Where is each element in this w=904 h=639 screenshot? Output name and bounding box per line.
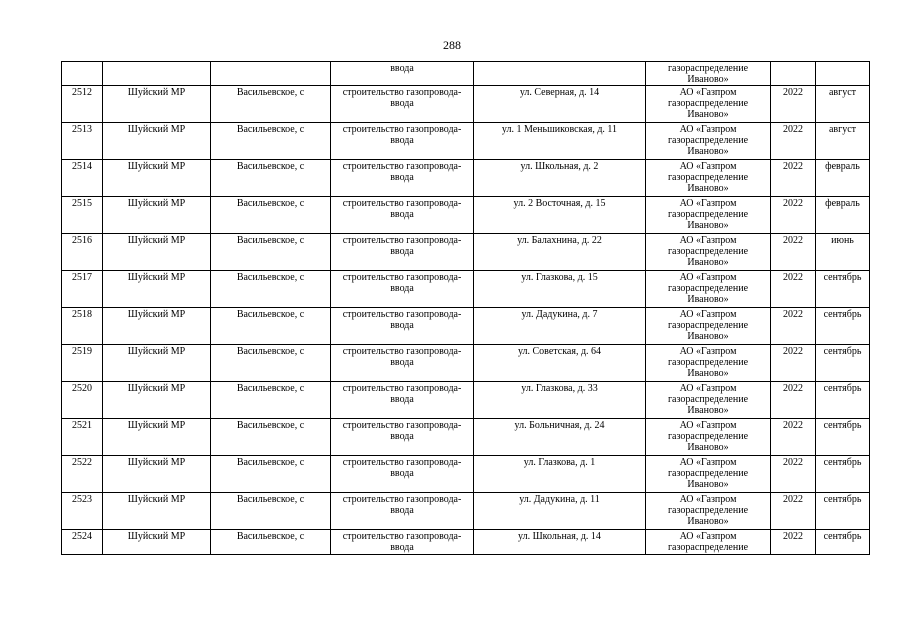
cell-locality: Васильевское, с — [211, 345, 331, 382]
cell-year: 2022 — [771, 271, 816, 308]
cell-num: 2519 — [62, 345, 103, 382]
cell-address: ул. 2 Восточная, д. 15 — [474, 197, 646, 234]
cell-year: 2022 — [771, 530, 816, 555]
cell-org: АО «Газпром газораспределение Иваново» — [646, 160, 771, 197]
cell-month: сентябрь — [816, 308, 870, 345]
cell-num: 2513 — [62, 123, 103, 160]
cell-district — [103, 62, 211, 86]
cell-address: ул. Школьная, д. 14 — [474, 530, 646, 555]
cell-year: 2022 — [771, 123, 816, 160]
cell-num: 2512 — [62, 86, 103, 123]
cell-org: АО «Газпром газораспределение Иваново» — [646, 456, 771, 493]
cell-locality: Васильевское, с — [211, 160, 331, 197]
cell-district: Шуйский МР — [103, 234, 211, 271]
page-number: 288 — [443, 38, 461, 52]
cell-org: АО «Газпром газораспределение Иваново» — [646, 234, 771, 271]
cell-district: Шуйский МР — [103, 123, 211, 160]
cell-year: 2022 — [771, 456, 816, 493]
cell-district: Шуйский МР — [103, 530, 211, 555]
cell-purpose: строительство газопровода-ввода — [331, 123, 474, 160]
cell-purpose: строительство газопровода-ввода — [331, 345, 474, 382]
cell-address: ул. Советская, д. 64 — [474, 345, 646, 382]
cell-locality: Васильевское, с — [211, 530, 331, 555]
table-row — [62, 160, 870, 197]
cell-purpose: строительство газопровода-ввода — [331, 86, 474, 123]
cell-district: Шуйский МР — [103, 493, 211, 530]
cell-year: 2022 — [771, 345, 816, 382]
cell-year: 2022 — [771, 308, 816, 345]
table-row — [62, 345, 870, 382]
cell-month: сентябрь — [816, 456, 870, 493]
table-row — [62, 271, 870, 308]
cell-locality — [211, 62, 331, 86]
cell-month: август — [816, 123, 870, 160]
table-row — [62, 493, 870, 530]
cell-org: газораспределение Иваново» — [646, 62, 771, 86]
cell-org: АО «Газпром газораспределение Иваново» — [646, 308, 771, 345]
cell-district: Шуйский МР — [103, 197, 211, 234]
cell-address: ул. Дадукина, д. 11 — [474, 493, 646, 530]
cell-num: 2517 — [62, 271, 103, 308]
cell-month: сентябрь — [816, 382, 870, 419]
cell-year: 2022 — [771, 382, 816, 419]
cell-purpose: строительство газопровода-ввода — [331, 234, 474, 271]
table-row — [62, 456, 870, 493]
continuation-row — [62, 62, 870, 86]
cell-org: АО «Газпром газораспределение Иваново» — [646, 493, 771, 530]
table-row — [62, 123, 870, 160]
cell-purpose: строительство газопровода-ввода — [331, 308, 474, 345]
register-table — [61, 61, 870, 555]
cell-district: Шуйский МР — [103, 86, 211, 123]
cell-year: 2022 — [771, 197, 816, 234]
table-row — [62, 530, 870, 555]
table-row — [62, 234, 870, 271]
cell-purpose: ввода — [331, 62, 474, 86]
cell-purpose: строительство газопровода-ввода — [331, 419, 474, 456]
cell-locality: Васильевское, с — [211, 419, 331, 456]
cell-address: ул. Больничная, д. 24 — [474, 419, 646, 456]
cell-address: ул. Школьная, д. 2 — [474, 160, 646, 197]
cell-address: ул. Глазкова, д. 15 — [474, 271, 646, 308]
cell-address: ул. Глазкова, д. 33 — [474, 382, 646, 419]
cell-month: сентябрь — [816, 419, 870, 456]
cell-district: Шуйский МР — [103, 308, 211, 345]
cell-address — [474, 62, 646, 86]
cell-month: февраль — [816, 197, 870, 234]
cell-locality: Васильевское, с — [211, 271, 331, 308]
cell-month: сентябрь — [816, 271, 870, 308]
cell-locality: Васильевское, с — [211, 493, 331, 530]
table-row — [62, 197, 870, 234]
cell-year: 2022 — [771, 86, 816, 123]
cell-num: 2520 — [62, 382, 103, 419]
cell-month: сентябрь — [816, 493, 870, 530]
cell-month: июнь — [816, 234, 870, 271]
cell-address: ул. Глазкова, д. 1 — [474, 456, 646, 493]
table-row — [62, 308, 870, 345]
cell-num: 2523 — [62, 493, 103, 530]
cell-purpose: строительство газопровода-ввода — [331, 197, 474, 234]
cell-year — [771, 62, 816, 86]
table-row — [62, 382, 870, 419]
cell-district: Шуйский МР — [103, 271, 211, 308]
cell-num: 2524 — [62, 530, 103, 555]
cell-month: сентябрь — [816, 530, 870, 555]
cell-year: 2022 — [771, 419, 816, 456]
cell-month — [816, 62, 870, 86]
cell-district: Шуйский МР — [103, 382, 211, 419]
table-row — [62, 419, 870, 456]
cell-num: 2515 — [62, 197, 103, 234]
cell-district: Шуйский МР — [103, 160, 211, 197]
cell-district: Шуйский МР — [103, 345, 211, 382]
cell-org: АО «Газпром газораспределение Иваново» — [646, 123, 771, 160]
cell-locality: Васильевское, с — [211, 234, 331, 271]
cell-num: 2518 — [62, 308, 103, 345]
cell-num — [62, 62, 103, 86]
cell-purpose: строительство газопровода-ввода — [331, 456, 474, 493]
table-row — [62, 86, 870, 123]
cell-month: февраль — [816, 160, 870, 197]
cell-org: АО «Газпром газораспределение Иваново» — [646, 271, 771, 308]
cell-org: АО «Газпром газораспределение Иваново» — [646, 197, 771, 234]
cell-address: ул. Северная, д. 14 — [474, 86, 646, 123]
cell-org: АО «Газпром газораспределение Иваново» — [646, 419, 771, 456]
cell-year: 2022 — [771, 234, 816, 271]
cell-purpose: строительство газопровода-ввода — [331, 271, 474, 308]
cell-address: ул. 1 Меньшиковская, д. 11 — [474, 123, 646, 160]
cell-locality: Васильевское, с — [211, 382, 331, 419]
cell-num: 2522 — [62, 456, 103, 493]
cell-org: АО «Газпром газораспределение Иваново» — [646, 86, 771, 123]
cell-locality: Васильевское, с — [211, 86, 331, 123]
cell-org: АО «Газпром газораспределение Иваново» — [646, 382, 771, 419]
cell-purpose: строительство газопровода-ввода — [331, 530, 474, 555]
cell-locality: Васильевское, с — [211, 197, 331, 234]
cell-year: 2022 — [771, 493, 816, 530]
cell-num: 2521 — [62, 419, 103, 456]
cell-org: АО «Газпром газораспределение — [646, 530, 771, 555]
cell-locality: Васильевское, с — [211, 456, 331, 493]
cell-purpose: строительство газопровода-ввода — [331, 382, 474, 419]
cell-month: август — [816, 86, 870, 123]
cell-org: АО «Газпром газораспределение Иваново» — [646, 345, 771, 382]
cell-purpose: строительство газопровода-ввода — [331, 493, 474, 530]
cell-num: 2514 — [62, 160, 103, 197]
cell-district: Шуйский МР — [103, 419, 211, 456]
cell-locality: Васильевское, с — [211, 123, 331, 160]
cell-locality: Васильевское, с — [211, 308, 331, 345]
cell-district: Шуйский МР — [103, 456, 211, 493]
cell-year: 2022 — [771, 160, 816, 197]
cell-address: ул. Дадукина, д. 7 — [474, 308, 646, 345]
cell-address: ул. Балахнина, д. 22 — [474, 234, 646, 271]
cell-num: 2516 — [62, 234, 103, 271]
cell-month: сентябрь — [816, 345, 870, 382]
cell-purpose: строительство газопровода-ввода — [331, 160, 474, 197]
